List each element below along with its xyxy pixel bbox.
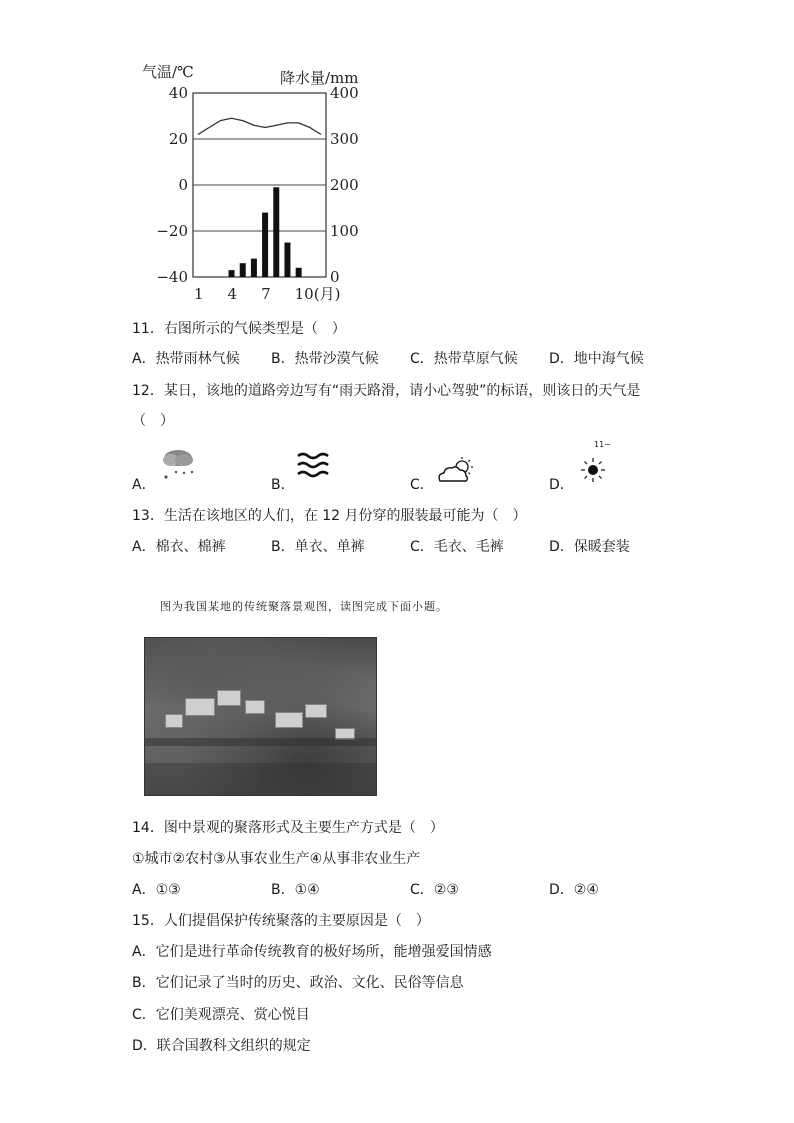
left-tick-label: 0	[178, 176, 188, 194]
q13-option-b[interactable]: B．单衣、单裤	[271, 539, 365, 555]
chart-grid	[193, 93, 326, 277]
q12-stem-paren: （ ）	[132, 413, 174, 429]
q15-option-b[interactable]: B．它们记录了当时的历史、政治、文化、民俗等信息	[132, 975, 464, 991]
q15-stem: 15．人们提倡保护传统聚落的主要原因是（ ）	[132, 913, 430, 929]
q13-option-d[interactable]: D．保暖套装	[549, 539, 630, 555]
passage-intro: 图为我国某地的传统聚落景观图，读图完成下面小题。	[160, 600, 448, 613]
left-tick-label: −20	[156, 222, 188, 240]
partly-cloudy-icon	[436, 455, 480, 485]
sunny-icon-label: 11~	[594, 440, 611, 449]
precipitation-bar	[229, 270, 235, 277]
left-tick-label: 40	[168, 84, 188, 102]
right-tick-label: 100	[330, 222, 359, 240]
q15-option-d[interactable]: D．联合国教科文组织的规定	[132, 1038, 311, 1054]
q12-option-d[interactable]: D．	[549, 477, 574, 493]
q15-option-c[interactable]: C．它们美观漂亮、赏心悦目	[132, 1007, 310, 1023]
q13-option-a[interactable]: A．棉衣、棉裤	[132, 539, 226, 555]
right-tick-label: 0	[330, 268, 340, 286]
x-tick-label: 4	[227, 285, 238, 303]
left-axis-label: 气温/℃	[142, 63, 194, 81]
precipitation-bar	[262, 213, 268, 277]
right-tick-label: 300	[330, 130, 359, 148]
q12-option-a[interactable]: A．	[132, 477, 156, 493]
left-tick-label: −40	[156, 268, 188, 286]
left-tick-label: 20	[168, 130, 188, 148]
chart-ticks	[156, 84, 358, 303]
q13-stem: 13．生活在该地区的人们，在 12 月份穿的服装最可能为（ ）	[132, 508, 527, 524]
q11-option-c[interactable]: C．热带草原气候	[410, 351, 518, 367]
q12-option-c[interactable]: C．	[410, 477, 434, 493]
q12-option-b[interactable]: B．	[271, 477, 295, 493]
x-tick-label: 7	[261, 285, 271, 303]
q14-option-d[interactable]: D．②④	[549, 882, 599, 898]
x-tick-label: 1	[194, 285, 204, 303]
right-axis-label: 降水量/mm	[280, 69, 359, 87]
temperature-line	[198, 118, 321, 134]
precipitation-bar	[273, 187, 279, 277]
precipitation-bar	[284, 243, 290, 278]
sunny-icon	[578, 455, 608, 485]
q11-stem: 11．右图所示的气候类型是（ ）	[132, 321, 346, 337]
q11-option-d[interactable]: D．地中海气候	[549, 351, 644, 367]
q13-option-c[interactable]: C．毛衣、毛裤	[410, 539, 504, 555]
q15-option-a[interactable]: A．它们是进行革命传统教育的极好场所，能增强爱国情感	[132, 944, 492, 960]
q11-option-a[interactable]: A．热带雨林气候	[132, 351, 240, 367]
precipitation-bar	[251, 259, 257, 277]
rain-cloud-icon	[158, 446, 198, 482]
q14-items: ①城市②农村③从事农业生产④从事非农业生产	[132, 851, 421, 867]
precipitation-bars	[229, 187, 302, 277]
fog-icon	[296, 451, 330, 481]
settlement-photo	[144, 637, 377, 796]
climate-chart	[138, 55, 388, 310]
q14-option-b[interactable]: B．①④	[271, 882, 320, 898]
q11-option-b[interactable]: B．热带沙漠气候	[271, 351, 379, 367]
q14-option-a[interactable]: A．①③	[132, 882, 181, 898]
precipitation-bar	[296, 268, 302, 277]
q14-stem: 14．图中景观的聚落形式及主要生产方式是（ ）	[132, 820, 444, 836]
right-tick-label: 400	[330, 84, 359, 102]
precipitation-bar	[240, 263, 246, 277]
q14-option-c[interactable]: C．②③	[410, 882, 459, 898]
right-tick-label: 200	[330, 176, 359, 194]
x-tick-label: 10(月)	[294, 285, 341, 303]
q12-stem: 12．某日，该地的道路旁边写有“雨天路滑，请小心驾驶”的标语，则该日的天气是	[132, 383, 641, 399]
